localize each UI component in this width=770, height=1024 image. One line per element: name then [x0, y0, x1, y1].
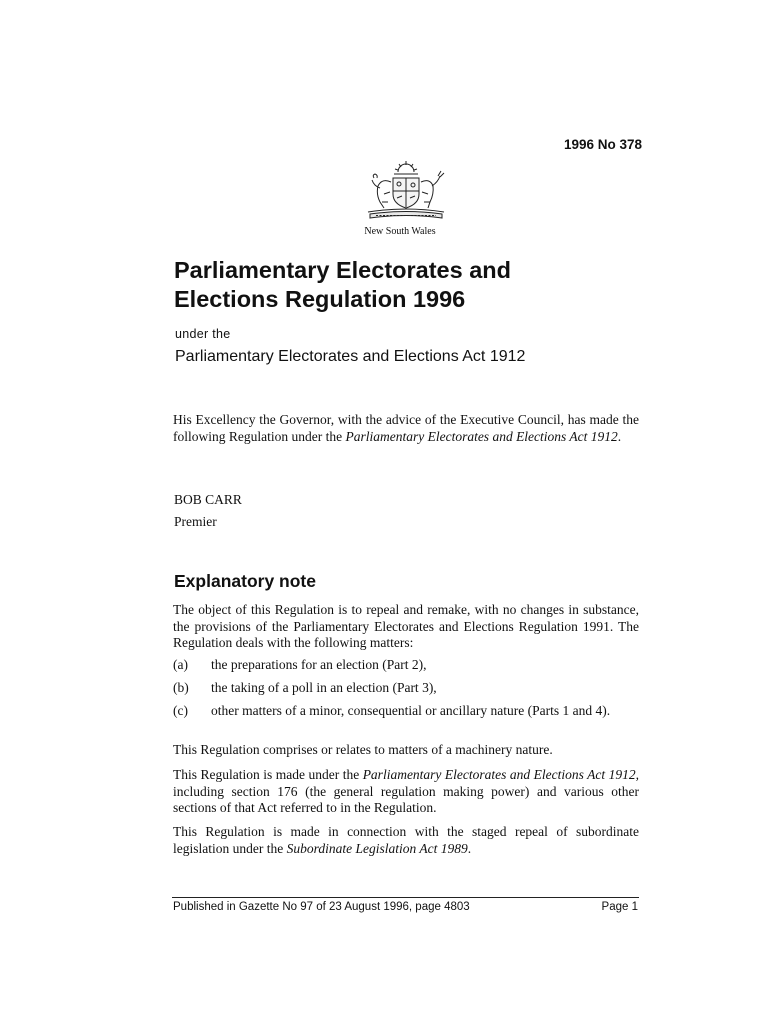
enactment-act-name: Parliamentary Electorates and Elections Act 1912 [345, 428, 618, 444]
made-under-text: This Regulation is made under the [173, 767, 363, 782]
signatory-role: Premier [174, 514, 217, 529]
signatory-name: BOB CARR [174, 492, 242, 507]
nsw-coat-of-arms-icon [362, 158, 450, 224]
footer-rule [172, 897, 639, 898]
staged-repeal-text: This Regulation is made in connection with the staged repeal of subordinate legislation under the [173, 824, 639, 856]
staged-repeal-paragraph [173, 824, 639, 857]
list-item-text: other matters of a minor, consequential or ancillary nature (Parts 1 and 4). [211, 703, 611, 718]
page-number: Page 1 [601, 901, 638, 913]
explanatory-note-heading: Explanatory note [174, 571, 316, 591]
enactment-text: His Excellency the Governor, with the advice of the Executive Council, has made the following Regulation under the [173, 412, 639, 444]
staged-repeal-end: . [467, 840, 472, 856]
list-item-text: the preparations for an election (Part 2), [211, 657, 427, 672]
parent-act-title: Parliamentary Electorates and Elections Act 1912 [175, 348, 526, 365]
enactment-paragraph [173, 412, 639, 445]
gazette-publication-note: Published in Gazette No 97 of 23 August 1996, page 4803 [173, 901, 470, 913]
state-name: New South Wales [364, 226, 436, 237]
list-item-marker: (c) [173, 703, 188, 718]
enactment-end: . [617, 428, 622, 444]
staged-repeal-act-name: Subordinate Legislation Act 1989 [286, 840, 468, 856]
regulation-title [174, 256, 634, 314]
list-item-marker: (a) [173, 657, 188, 672]
made-under-end: including section 176 (the general regulation making power) and various other sections of that Act referred to in the Regulation. [173, 783, 639, 815]
made-under-paragraph [173, 767, 639, 817]
list-item-text: the taking of a poll in an election (Part 3), [211, 680, 437, 695]
machinery-paragraph: This Regulation comprises or relates to matters of a machinery nature. [173, 742, 553, 757]
list-item-marker: (b) [173, 680, 189, 695]
list-item [173, 703, 639, 737]
made-under-act-name: Parliamentary Electorates and Elections Act 1912, [362, 767, 639, 782]
document-number: 1996 No 378 [563, 137, 642, 152]
under-the-label: under the [175, 327, 231, 341]
title-line-1: Parliamentary Electorates and [174, 257, 511, 283]
object-paragraph: The object of this Regulation is to repeal and remake, with no changes in substance, the provisions of the Parliamentary Electorates and Elections Regulation 1991. The Regulation deals with the following matters: [173, 602, 639, 650]
title-line-2: Elections Regulation 1996 [174, 286, 466, 312]
